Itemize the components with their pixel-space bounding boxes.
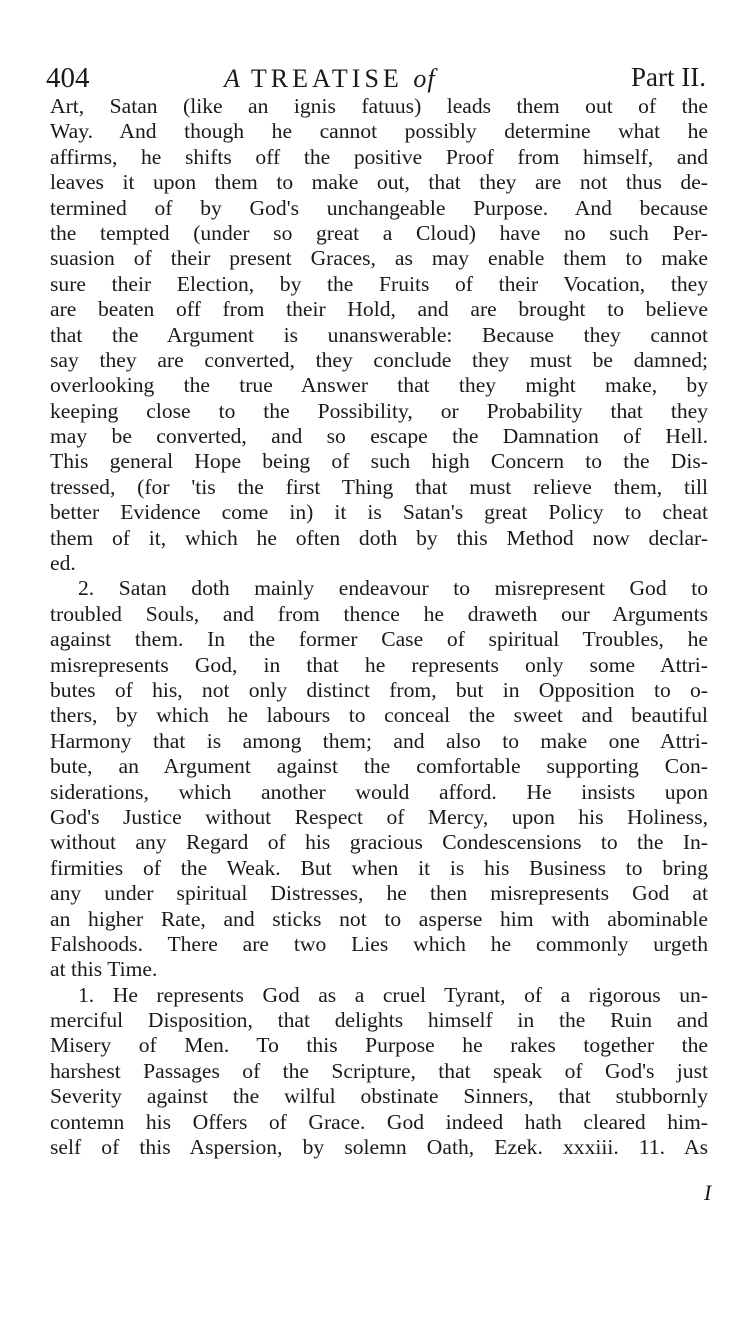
text-line: harshest Passages of the Scripture, that speak of God's just [50,1058,708,1083]
text-line: termined of by God's unchangeable Purpose. And because [50,195,708,220]
text-line: tressed, (for 'tis the first Thing that must relieve them, till [50,474,708,499]
text-line: Way. And though he cannot possibly determine what he [50,119,708,144]
text-line: Misery of Men. To this Purpose he rakes together the [50,1033,708,1058]
paragraph-start-line: 1. He represents God as a cruel Tyrant, of a rigorous un- [78,982,708,1007]
text-line: This general Hope being of such high Concern to the Dis- [50,449,708,474]
text-line: the tempted (under so great a Cloud) have no such Per- [50,220,708,245]
text-line: at this Time. [50,957,158,982]
running-title-a: A [224,64,241,93]
text-line: against them. In the former Case of spiritual Troubles, he [50,627,708,652]
text-line: siderations, which another would afford. He insists upon [50,779,708,804]
text-line: contemn his Offers of Grace. God indeed hath cleared him- [50,1109,708,1134]
text-line: an higher Rate, and sticks not to asperse him with abominable [50,906,708,931]
text-line: without any Regard of his gracious Condescensions to the In- [50,830,708,855]
text-line: any under spiritual Distresses, he then misrepresents God at [50,881,708,906]
text-line: leaves it upon them to make out, that they are not thus de- [50,170,708,195]
text-line: troubled Souls, and from thence he draweth our Arguments [50,601,708,626]
text-line: God's Justice without Respect of Mercy, upon his Holiness, [50,804,708,829]
running-header [46,62,706,96]
text-line: butes of his, not only distinct from, but in Opposition to o- [50,677,708,702]
text-line: ed. [50,551,76,576]
catchword: I [704,1180,712,1205]
text-line: Falshoods. There are two Lies which he commonly urgeth [50,931,708,956]
text-line: misrepresents God, in that he represents only some Attri- [50,652,708,677]
text-line: firmities of the Weak. But when it is his Business to bring [50,855,708,880]
text-line: keeping close to the Possibility, or Probability that they [50,398,708,423]
text-line: that the Argument is unanswerable: Because they cannot [50,322,708,347]
text-line: Severity against the wilful obstinate Sinners, that stubbornly [50,1084,708,1109]
text-line: thers, by which he labours to conceal the sweet and beautiful [50,703,708,728]
text-line: bute, an Argument against the comfortable supporting Con- [50,754,708,779]
text-line: merciful Disposition, that delights himself in the Ruin and [50,1008,708,1033]
text-line: say they are converted, they conclude they must be damned; [50,347,708,372]
running-title [224,64,436,94]
text-line: them of it, which he often doth by this Method now declar- [50,525,708,550]
text-line: self of this Aspersion, by solemn Oath, Ezek. xxxiii. 11. As [50,1135,708,1160]
running-title-main: TREATISE [250,64,403,93]
page-number: 404 [46,62,90,94]
text-line: Art, Satan (like an ignis fatuus) leads them out of the [50,94,708,118]
text-line: overlooking the true Answer that they might make, by [50,373,708,398]
paragraph-start-line: 2. Satan doth mainly endeavour to misrepresent God to [78,576,708,601]
part-label: Part II. [631,62,706,92]
text-line: better Evidence come in) it is Satan's great Policy to cheat [50,500,708,525]
text-line: suasion of their present Graces, as may enable them to make [50,246,708,271]
text-line: may be converted, and so escape the Damnation of Hell. [50,424,708,449]
body-text [50,94,708,1160]
text-line: Harmony that is among them; and also to make one Attri- [50,728,708,753]
text-line: are beaten off from their Hold, and are brought to believe [50,297,708,322]
text-line: affirms, he shifts off the positive Proof from himself, and [50,144,708,169]
text-line: sure their Election, by the Fruits of their Vocation, they [50,271,708,296]
running-title-of: of [413,64,436,93]
